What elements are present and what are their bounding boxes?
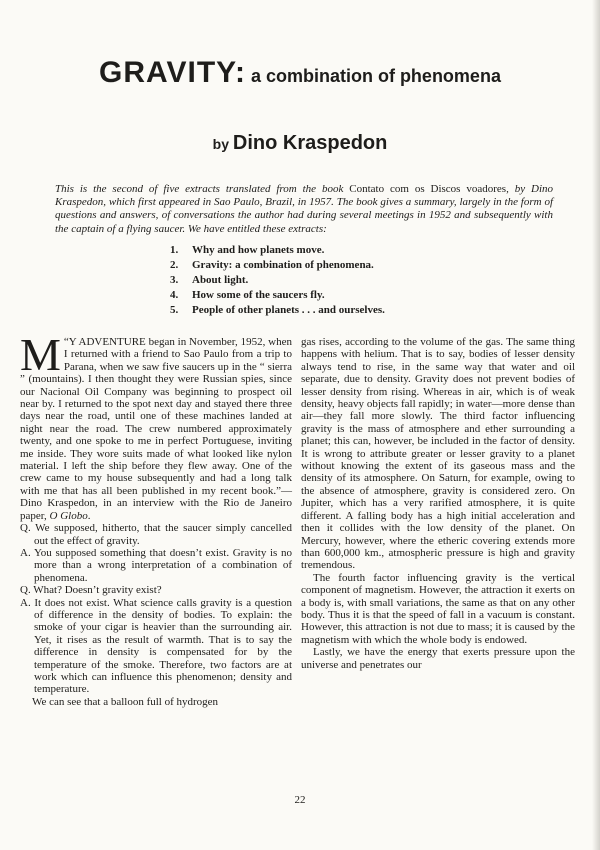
answer-1: A. You supposed something that doesn’t exist. Gravity is no more than a wrong interpretation of a combination of phenomena. [20,546,292,584]
author-name: Dino Kraspedon [232,132,388,154]
balloon-paragraph: We can see that a balloon full of hydrogen [32,695,219,708]
opening-text-end: . [87,509,91,522]
extract-item [170,243,385,258]
extract-number: 1. [170,244,179,256]
lastly-paragraph: Lastly, we have the energy that exerts pressure upon the universe and penetrates our [301,646,575,671]
extracts-list [170,243,385,318]
extract-number: 5. [170,304,179,316]
extract-number: 4. [170,289,179,301]
extract-item [170,288,385,303]
opening-paragraph [20,329,292,522]
extract-number: 2. [170,259,179,271]
drop-cap: M [20,329,61,380]
intro-paragraph [55,183,553,236]
extract-title: Gravity: a combination of phenomena. [192,259,374,271]
intro-book-title: Contato com os Discos voadores [349,183,507,195]
extract-title: How some of the saucers fly. [192,289,325,301]
left-column [20,329,292,708]
continued-paragraph: gas rises, according to the volume of the gas. The same thing happens with helium. That is to say, bodies of lesser density always tend to rise, in the same way that water and oil separate, due to density. Gravity does not prevent bodies of lesser density from rising. Whereas in air, which is of weak density, heavy objects fall rapidly; in water—more dense than air—they fall more slowly. The third factor influencing gravity is the mass of atmosphere and ether surrounding a planet; this can, however, be included in the factor of density. It is wrong to attribute greater or lesser gravity to a planet without knowing the extent of its gaseous mass and the density of its atmosphere. On Saturn, for example, owing to the absence of atmosphere, gravity is considered zero. On Jupiter, which has a very rarified atmosphere, it is quite different. A falling body has a high initial acceleration and then it collides with the low density of the planet. On Mercury, however, where the etheric covering extends more than 600,000 km., atmospheric pressure is high and gravity tremendous. [301,336,575,572]
newspaper-name: O Globo [49,509,88,522]
title-main: GRAVITY: [99,56,246,89]
article-title [0,56,600,90]
page-edge-shadow [592,0,600,850]
extract-title: About light. [192,274,249,286]
question-2: Q. What? Doesn’t gravity exist? [20,584,162,597]
extract-title: Why and how planets move. [192,244,325,256]
right-column [301,336,575,671]
byline [0,132,600,155]
answer-2: A. It does not exist. What science calls gravity is a question of difference in the density of bodies. To explain: the smoke of your cigar is heavier than the surrounding air. Yet, it rises as the result of warmth. That is to say the difference in density is compensated for by the temperature of the smoke. Therefore, two factors are at work which can influence this phenomenon; density and temperature. [20,596,292,696]
opening-text: Y ADVENTURE began in November, 1952, when I returned with a friend to Sao Paulo from a trip to Parana, when we saw five saucers up in the “ sierra ” (mountains). I then thought they were Russian spies, since our Nacional Oil Company was beginning to prospect oil near by. I returned to the spot next day and stayed there three days near the road, until one of these machines landed at night near the road. The crew numbered approximately twenty, and one spoke to me in perfect Portuguese, inviting me inside. They wore suits made of what looked like nylon material. I left the ship before they flew away. One of the crew came to my house subsequently and had a long talk with me that has all been published in my recent book.”—Dino Kraspedon, in an interview with the Rio de Janeiro paper, [20,336,292,522]
question-1: Q. We supposed, hitherto, that the saucer simply cancelled out the effect of gravity. [20,522,292,547]
extract-title: People of other planets . . . and ourselves. [192,304,385,316]
fourth-factor-paragraph: The fourth factor influencing gravity is the vertical component of magnetism. However, the attraction it exerts on a body is, with small variations, the same as that on any other body. Thus it is that the speed of fall in a vacuum is constant. However, this attraction is not due to mass; it is caused by the magnetism with which the whole body is endowed. [301,571,575,646]
extract-item [170,303,385,318]
byline-prefix: by [212,136,233,152]
extract-item [170,258,385,273]
intro-text-1: This is the second of five extracts translated from the book [55,183,350,195]
page-number: 22 [294,794,306,806]
extract-item [170,273,385,288]
extract-number: 3. [170,274,179,286]
opening-quote-mark: “ [63,336,69,348]
title-subtitle: a combination of phenomena [245,66,501,86]
intro-text-2: , by Dino Kraspedon, which first appeared in Sao Paulo, Brazil, in 1957. The book gives a summary, largely in the form of questions and answers, of conversations the author had during several meetings in 1952 and subsequently with the captain of a flying saucer. We have entitled these extracts: [55,183,553,235]
